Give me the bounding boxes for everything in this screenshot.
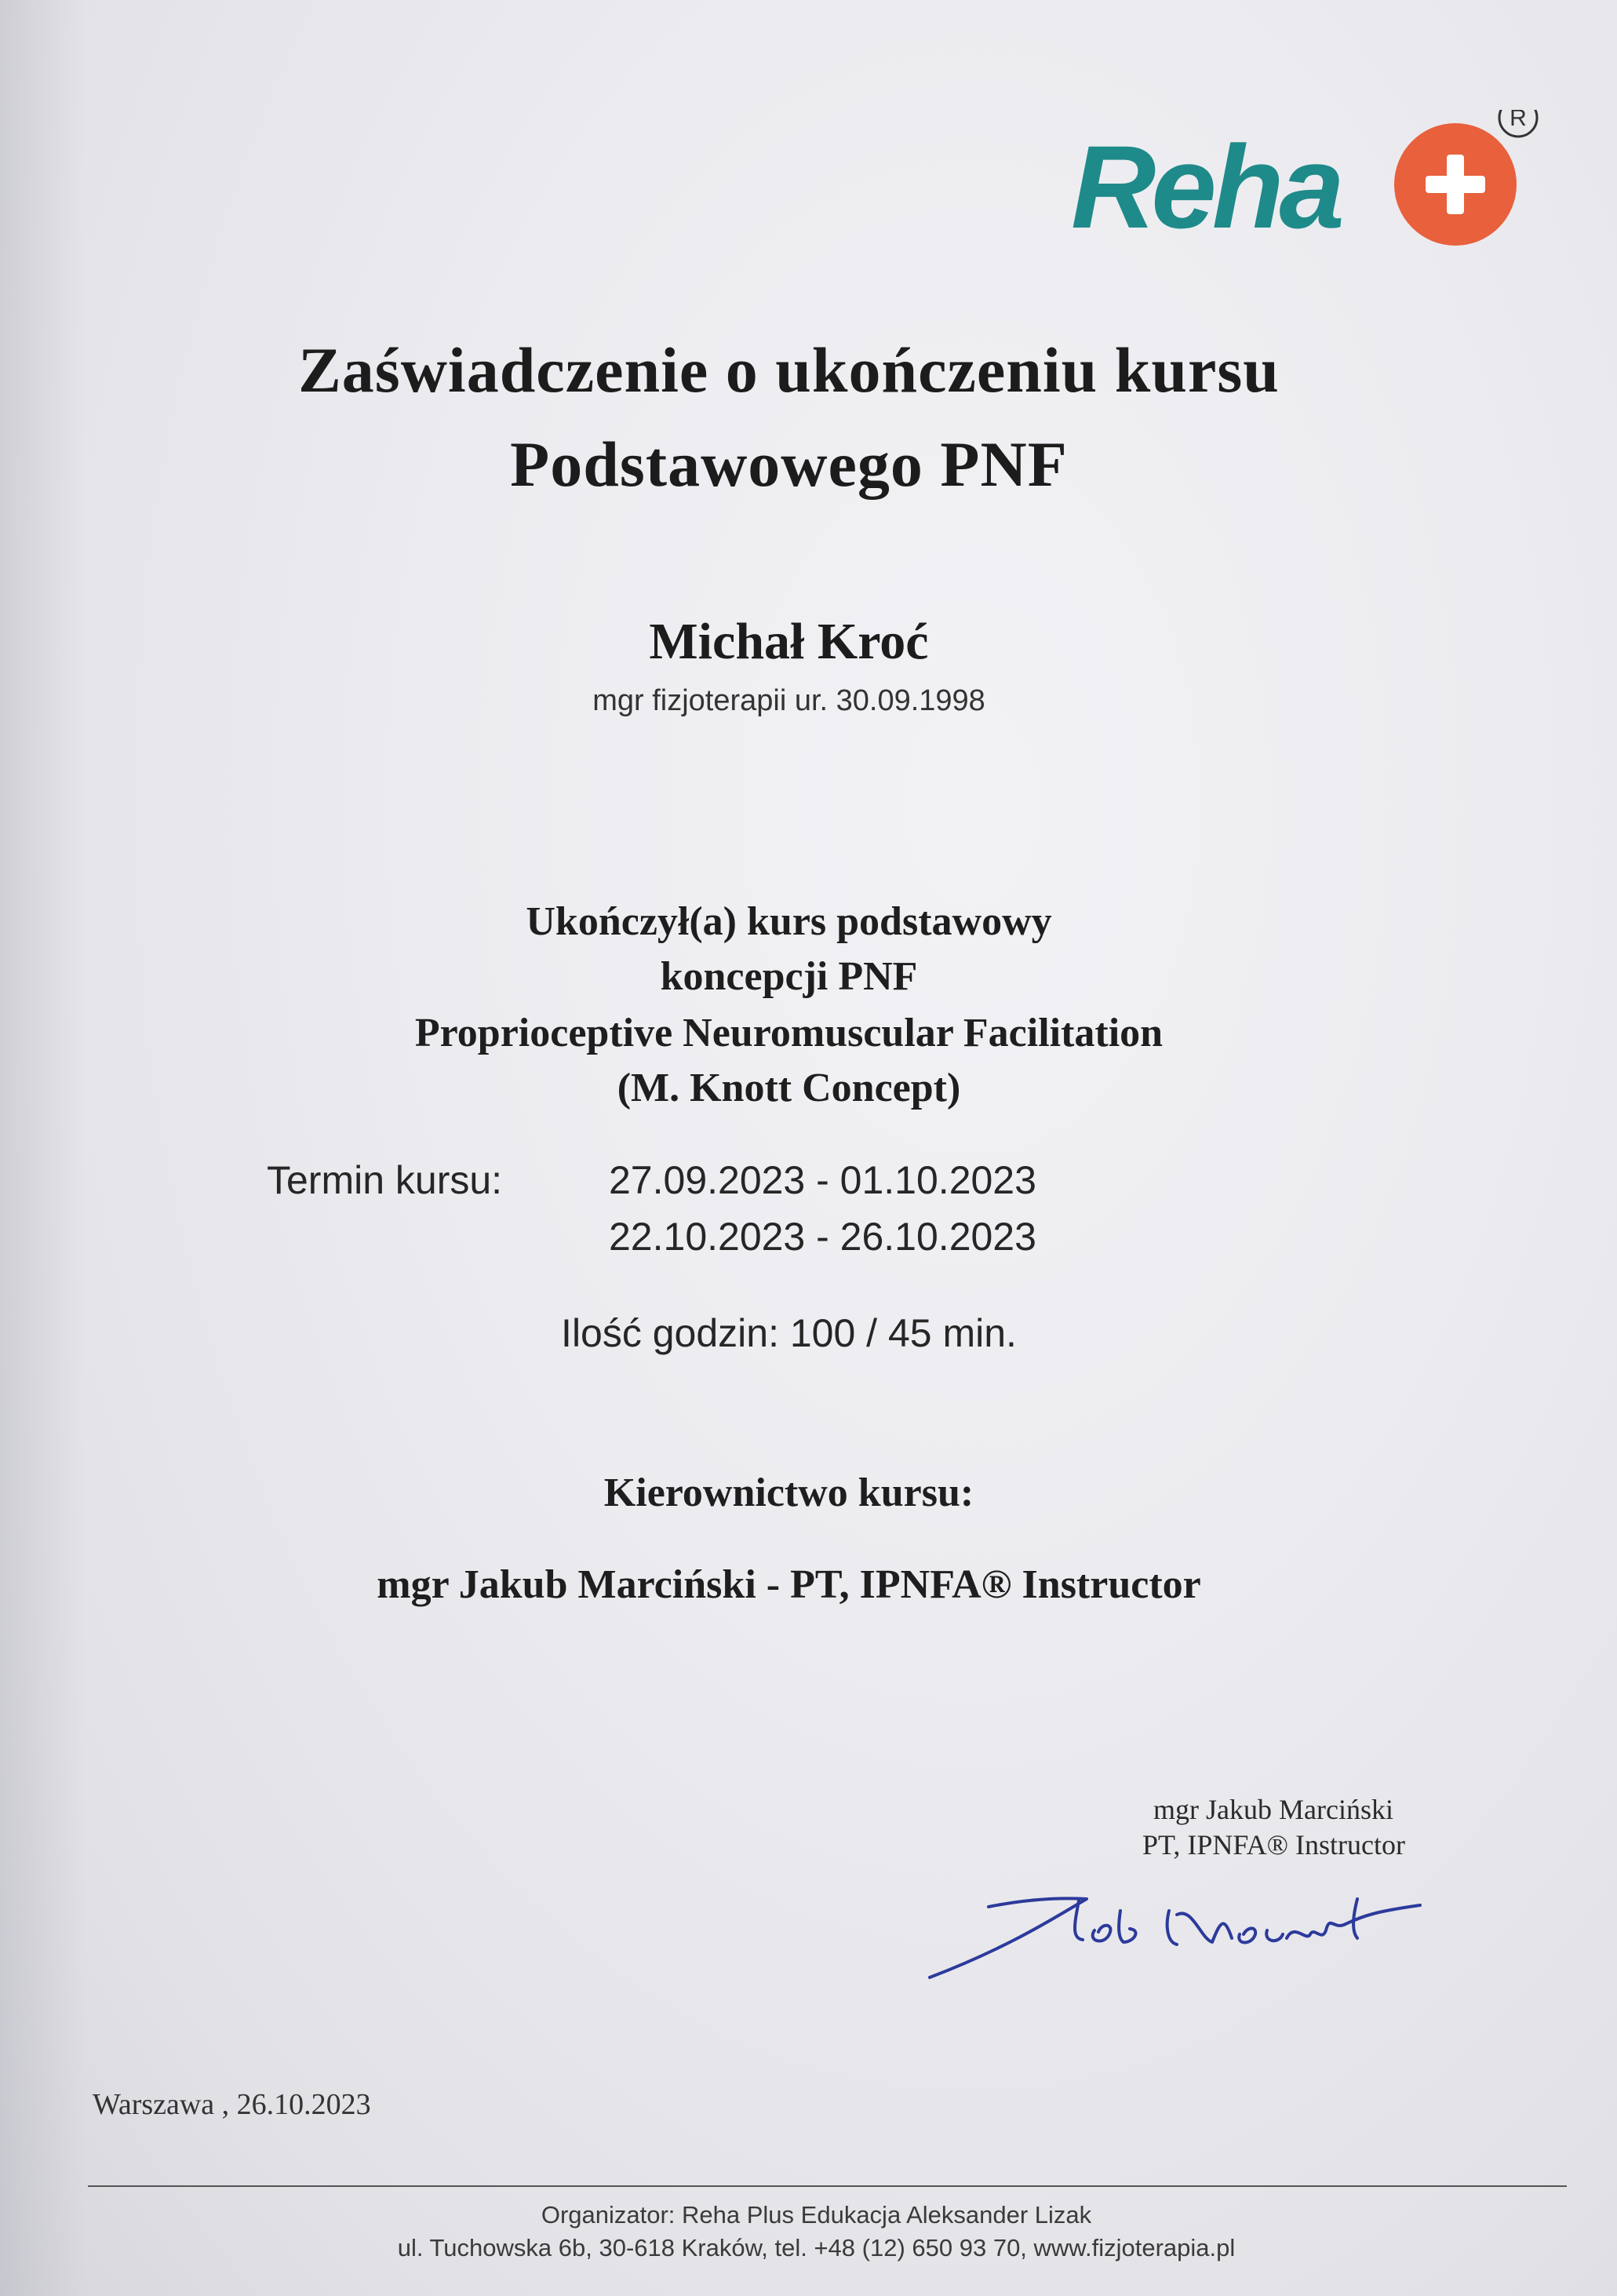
term-date-2: 22.10.2023 - 26.10.2023 — [609, 1215, 1036, 1259]
course-hours: Ilość godzin: 100 / 45 min. — [561, 1311, 1017, 1355]
course-line-2: koncepcji PNF — [660, 954, 918, 999]
course-line-3: Proprioceptive Neuromuscular Facilitation — [414, 1011, 1164, 1055]
plus-icon — [1394, 123, 1517, 246]
title-line-2: Podstawowego PNF — [510, 428, 1068, 500]
management-person: mgr Jakub Marciński - PT, IPNFA® Instructor — [377, 1562, 1201, 1607]
registered-mark — [1499, 110, 1537, 137]
signatory-role: PT, IPNFA® Instructor — [1142, 1829, 1405, 1860]
footer-divider — [88, 2185, 1567, 2187]
logo-text: Reha — [1071, 121, 1340, 251]
management-heading: Kierownictwo kursu: — [603, 1471, 974, 1515]
course-line-4: (M. Knott Concept) — [617, 1066, 961, 1110]
title-line-1: Zaświadczenie o ukończeniu kursu — [298, 334, 1280, 406]
footer-organizer: Organizator: Reha Plus Edukacja Aleksander Lizak — [541, 2201, 1092, 2229]
reha-plus-logo — [1063, 110, 1550, 251]
place-and-date: Warszawa , 26.10.2023 — [93, 2088, 371, 2121]
term-label: Termin kursu: — [267, 1158, 503, 1202]
recipient-name: Michał Kroć — [649, 613, 929, 670]
signatory-name: mgr Jakub Marciński — [1153, 1794, 1393, 1825]
svg-text:R: R — [1510, 110, 1527, 131]
footer-address: ul. Tuchowska 6b, 30-618 Kraków, tel. +48 (12) 650 93 70, www.fizjoterapia.pl — [397, 2234, 1236, 2261]
handwritten-signature — [918, 1868, 1546, 1993]
recipient-details: mgr fizjoterapii ur. 30.09.1998 — [592, 684, 985, 717]
course-line-1: Ukończył(a) kurs podstawowy — [526, 899, 1052, 944]
term-date-1: 27.09.2023 - 01.10.2023 — [609, 1158, 1036, 1202]
